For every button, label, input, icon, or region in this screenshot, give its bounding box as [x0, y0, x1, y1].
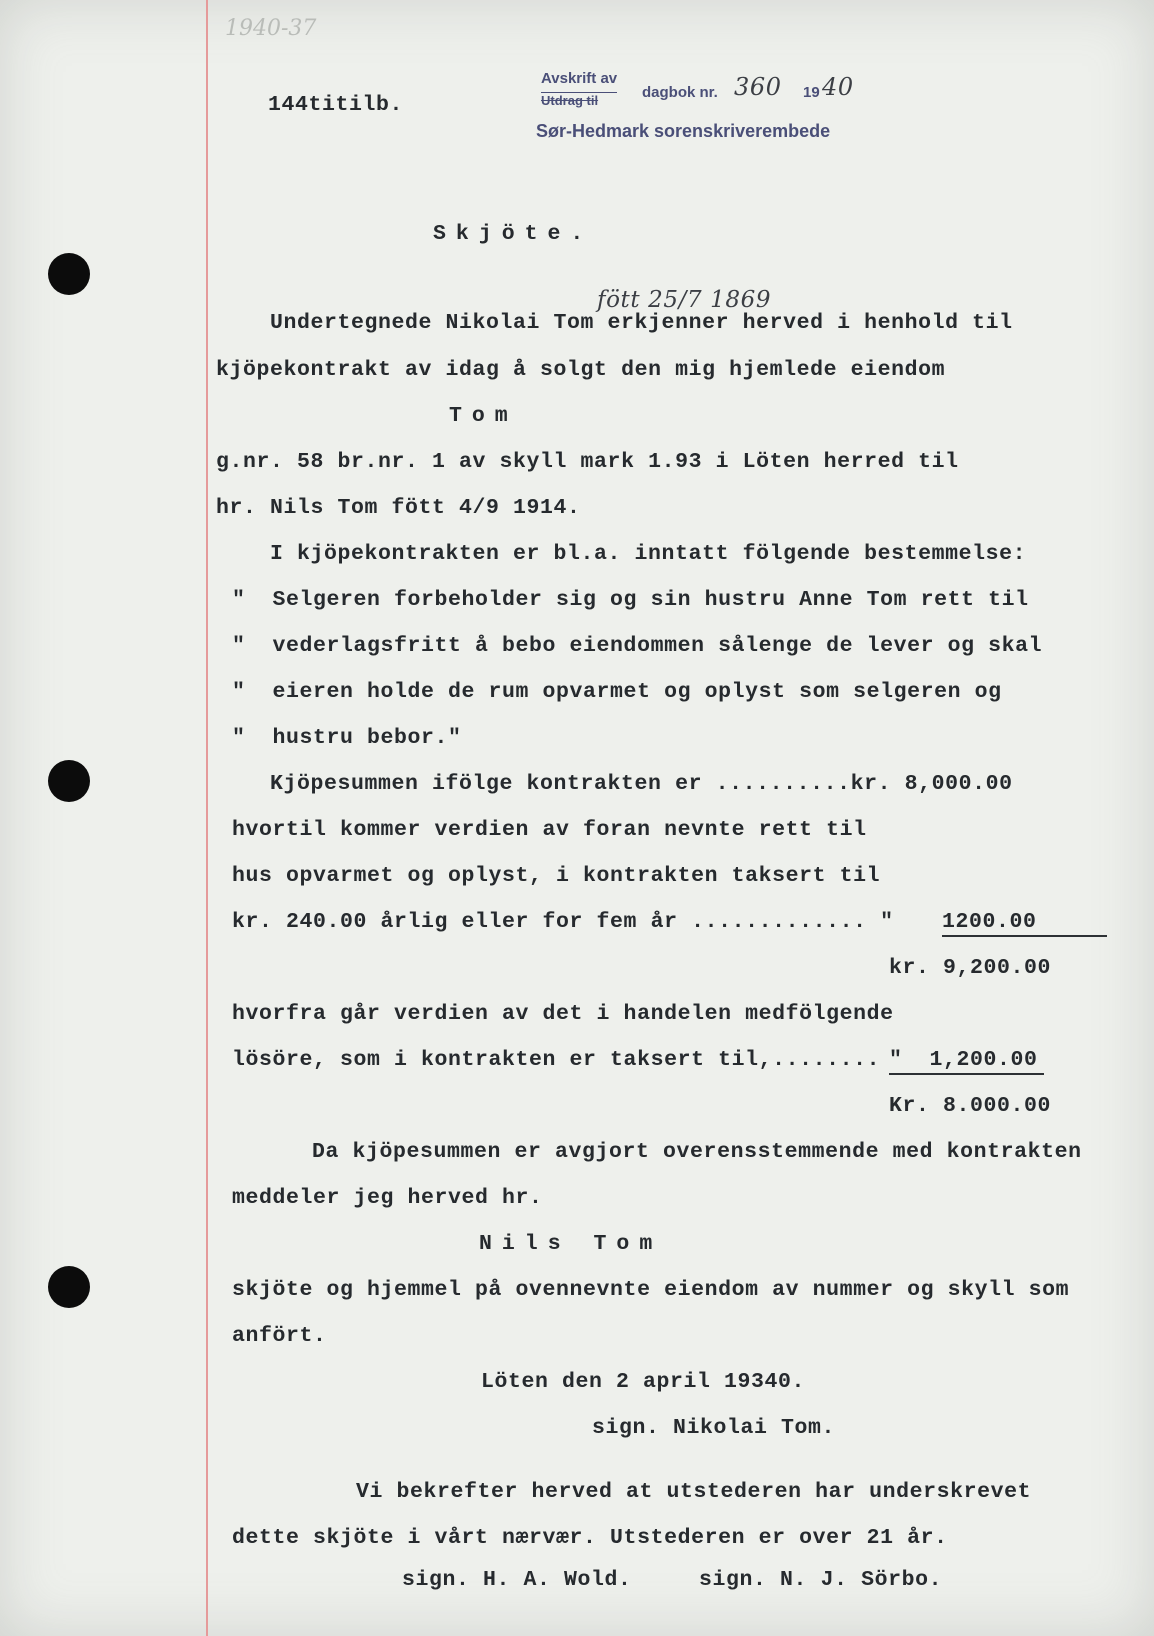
amount-underlined: 1200.00	[942, 909, 1107, 937]
text-line: hvorfra går verdien av det i handelen medfölgende	[232, 1002, 894, 1026]
signature-seller: sign. Nikolai Tom.	[592, 1416, 836, 1440]
quote-line: " Selgeren forbeholder sig og sin hustru Anne Tom rett til	[232, 588, 1029, 612]
text-line: g.nr. 58 br.nr. 1 av skyll mark 1.93 i Löten herred til	[216, 450, 959, 474]
text-line: Undertegnede Nikolai Tom erkjenner herved i henhold til	[270, 311, 1013, 335]
text-line: I kjöpekontrakten er bl.a. inntatt fölgende bestemmelse:	[270, 542, 1027, 566]
text-line: anfört.	[232, 1324, 327, 1348]
margin-line	[206, 0, 208, 1636]
text-line: kr. 240.00 årlig eller for fem år ............. "	[232, 910, 894, 934]
text-line: lösöre, som i kontrakten er taksert til,........	[232, 1048, 881, 1072]
year-handwritten: 40	[822, 73, 854, 101]
quote-line: " vederlagsfritt å bebo eiendommen sålenge de lever og skal	[232, 634, 1043, 658]
text-line: hus opvarmet og oplyst, i kontrakten taksert til	[232, 864, 881, 888]
text-line: hr. Nils Tom fött 4/9 1914.	[216, 496, 581, 520]
text-line: kjöpekontrakt av idag å solgt den mig hjemlede eiendom	[216, 358, 946, 382]
document-title: Skjöte.	[433, 222, 594, 246]
document-marker: 144titilb.	[268, 93, 404, 117]
total: Kr. 8.000.00	[889, 1094, 1052, 1118]
stamp-dagbok: dagbok nr.	[642, 84, 718, 101]
dagbok-number: 360	[734, 73, 782, 101]
amount-underlined: " 1,200.00	[889, 1047, 1044, 1075]
stamp-avskrift: Avskrift av	[541, 66, 617, 93]
text-line: dette skjöte i vårt nærvær. Utstederen er over 21 år.	[232, 1526, 948, 1550]
signature-witnesses: sign. H. A. Wold. sign. N. J. Sörbo.	[402, 1568, 943, 1592]
text-line: Kjöpesummen ifölge kontrakten er ..........kr. 8,000.00	[270, 772, 1013, 796]
place-date: Löten den 2 april 19340.	[481, 1370, 806, 1394]
text-line: hvortil kommer verdien av foran nevnte rett til	[232, 818, 867, 842]
quote-line: " eieren holde de rum opvarmet og oplyst som selgeren og	[232, 680, 1002, 704]
punch-hole-bottom	[48, 1266, 90, 1308]
text-line: skjöte og hjemmel på ovennevnte eiendom av nummer og skyll som	[232, 1278, 1070, 1302]
stamp-office: Sør-Hedmark sorenskriverembede	[536, 121, 831, 141]
stamp-utdrag: Utdrag til	[541, 93, 599, 108]
birth-note: fött 25/7 1869	[597, 287, 772, 313]
text-line: Vi bekrefter herved at utstederen har underskrevet	[356, 1480, 1032, 1504]
faint-top-text: 1940-37	[225, 16, 317, 41]
buyer-name: Nils Tom	[479, 1232, 663, 1256]
text-line: Da kjöpesummen er avgjort overensstemmende med kontrakten	[312, 1140, 1082, 1164]
subtotal: kr. 9,200.00	[889, 956, 1052, 980]
quote-line: " hustru bebor."	[232, 726, 462, 750]
property-name: Tom	[449, 404, 518, 428]
punch-hole-top	[48, 253, 90, 295]
stamp-year-prefix: 19	[803, 84, 820, 101]
text-line: meddeler jeg herved hr.	[232, 1186, 543, 1210]
punch-hole-middle	[48, 760, 90, 802]
